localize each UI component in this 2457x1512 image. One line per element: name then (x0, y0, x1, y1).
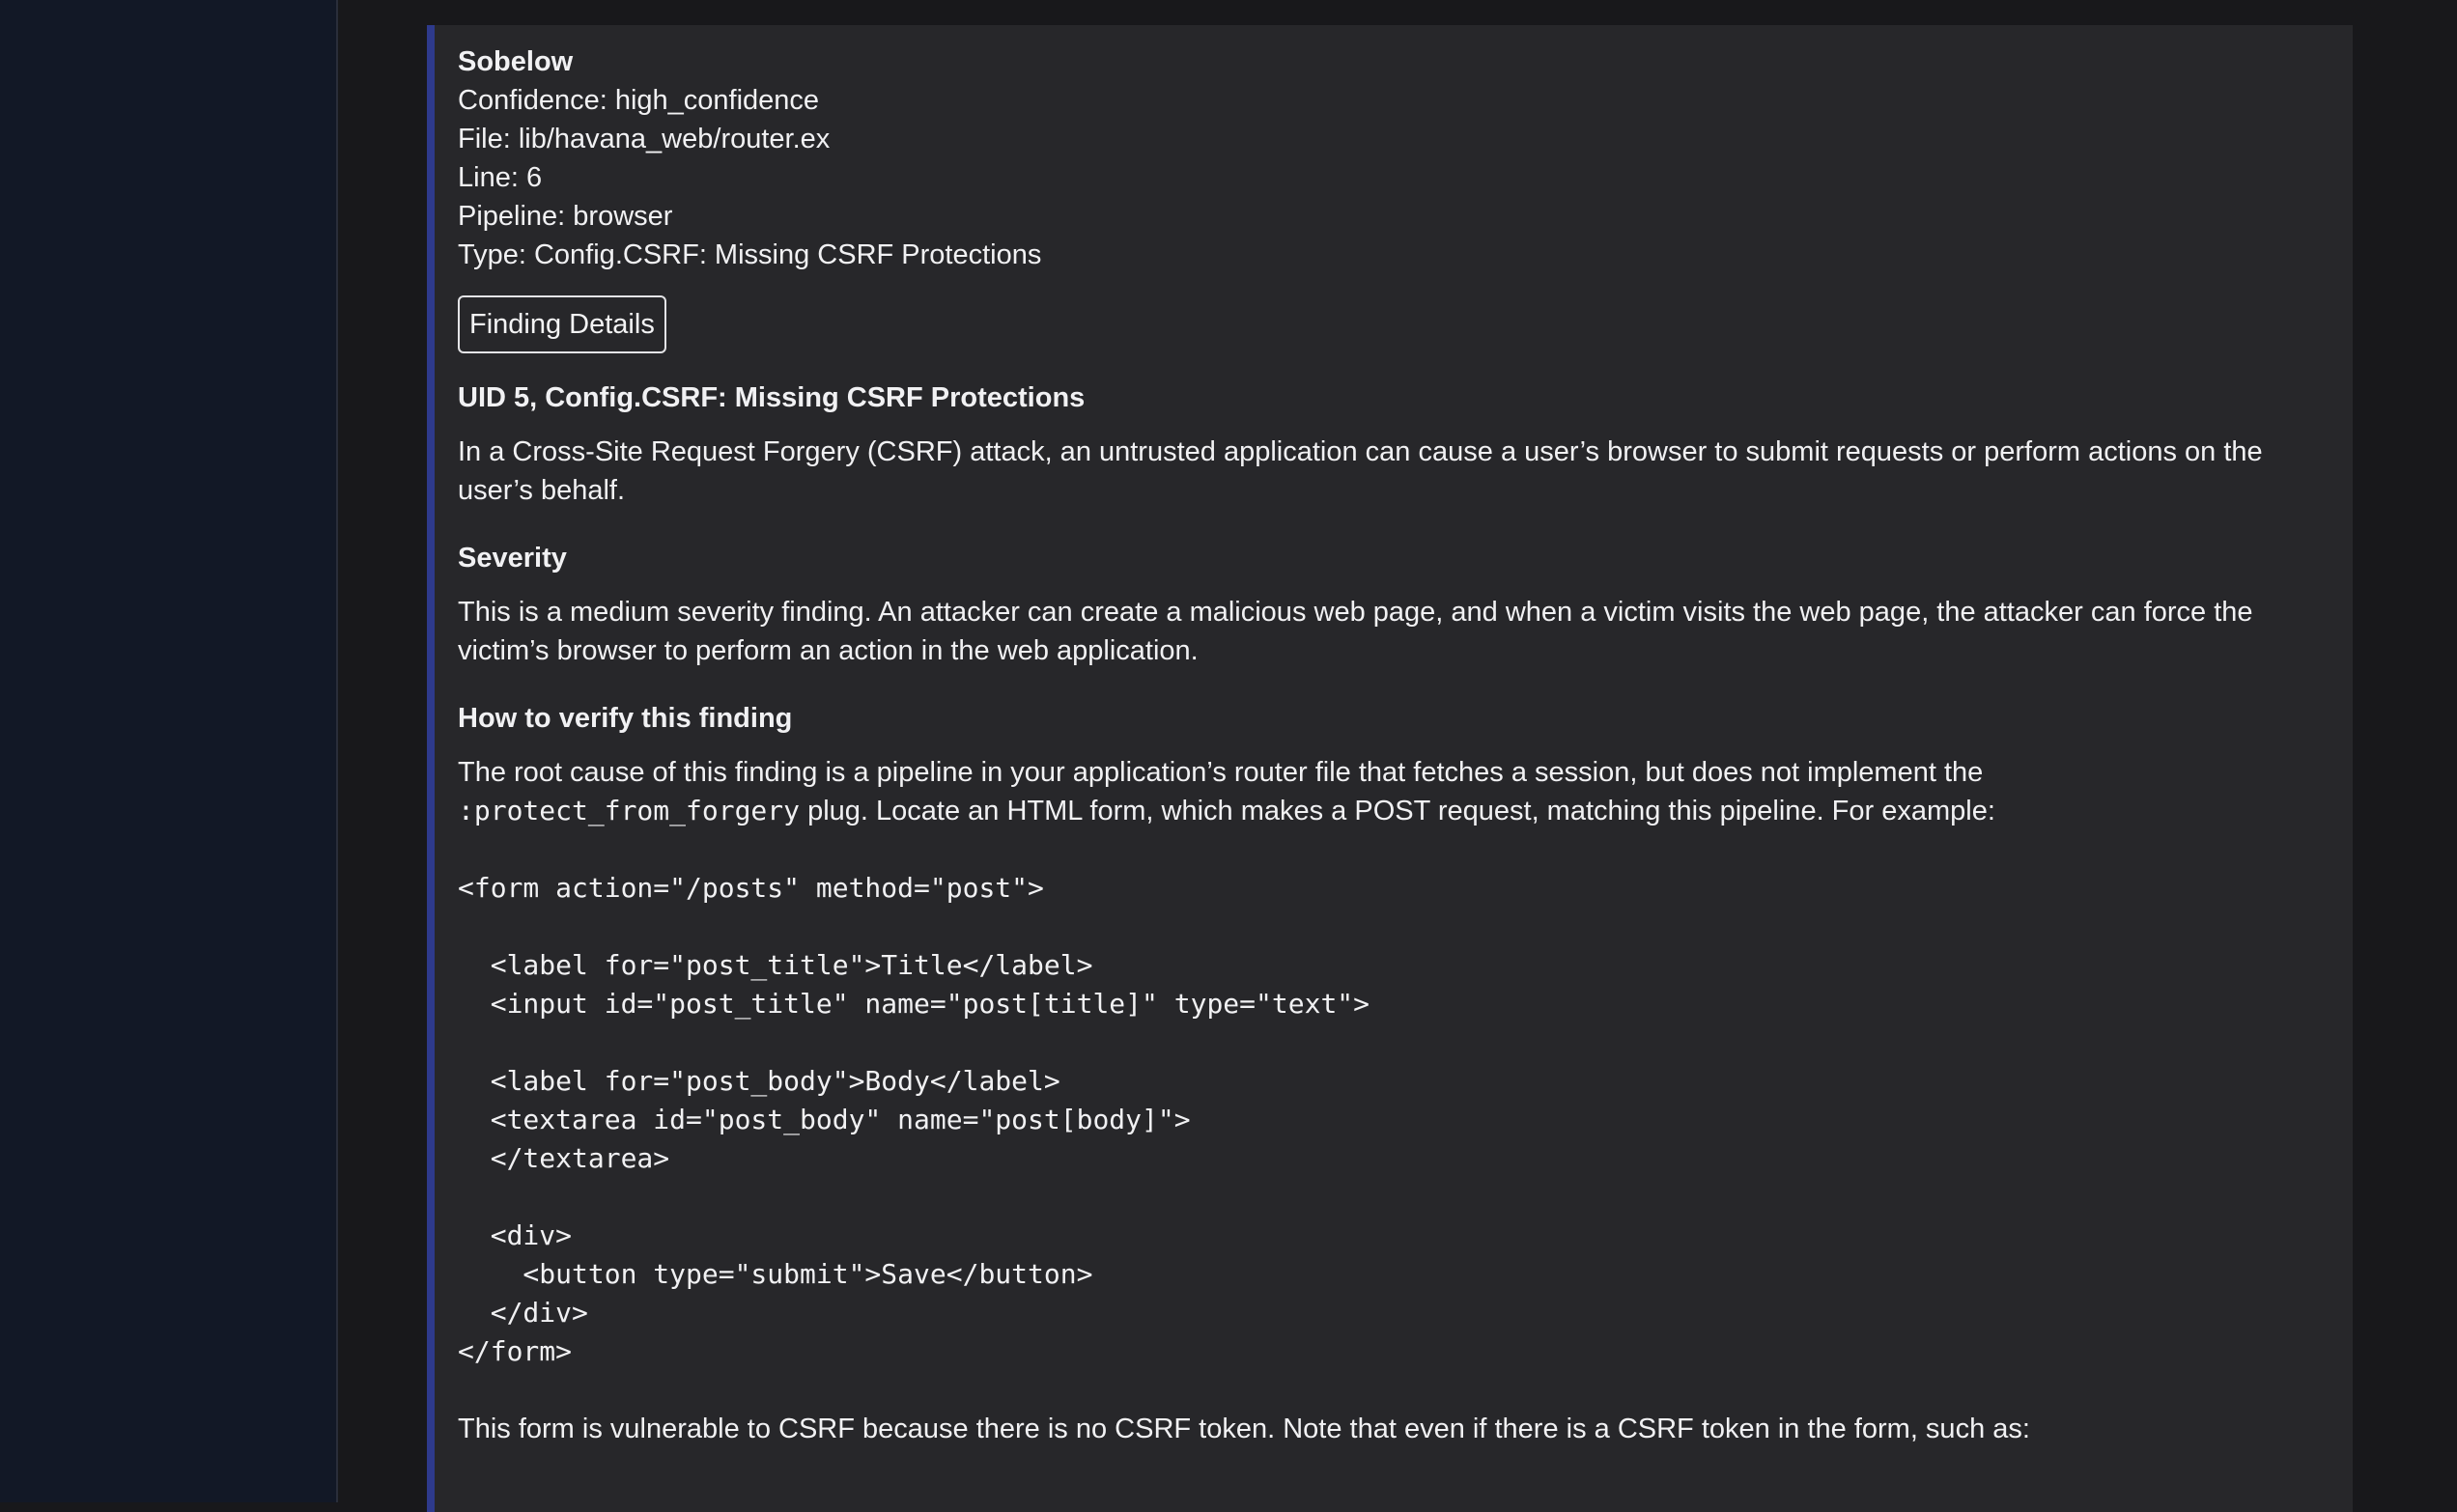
finding-confidence: Confidence: high_confidence (458, 85, 820, 116)
details-intro: In a Cross-Site Request Forgery (CSRF) attack, an untrusted application can cause a user’s browser to submit requests or perform actions on the user’s behalf. (458, 436, 2263, 506)
verify-text-after: plug. Locate an HTML form, which makes a POST request, matching this pipeline. For example: (800, 796, 1995, 826)
verify-heading: How to verify this finding (458, 703, 793, 734)
sidebar (0, 0, 338, 1502)
verify-text-before: The root cause of this finding is a pipeline in your application’s router file that fetches a session, but does not implement the (458, 757, 1984, 788)
code-example: <form action="/posts" method="post"> <label for="post_title">Title</label> <input id="post_title" name="post[title]" type="text"> <label for="post_body">Body</label> <textarea id="post_body" name="post[body]"> </textarea> <div> <button type="submit">Save</button> </div> </form> (458, 872, 1370, 1367)
finding-file: File: lib/havana_web/router.ex (458, 124, 831, 154)
closing-text: This form is vulnerable to CSRF because there is no CSRF token. Note that even if there is a CSRF token in the form, such as: (458, 1414, 2030, 1444)
finding-line: Line: 6 (458, 162, 543, 193)
finding-tool-name: Sobelow (458, 46, 574, 77)
details-uid-heading: UID 5, Config.CSRF: Missing CSRF Protections (458, 382, 1086, 413)
finding-details-button[interactable]: Finding Details (458, 295, 666, 353)
finding-pipeline: Pipeline: browser (458, 201, 673, 232)
finding-card (427, 25, 2353, 1512)
verify-text (458, 753, 2331, 830)
verify-inline-code: :protect_from_forgery (458, 795, 801, 826)
main-content (338, 0, 2457, 1502)
severity-heading: Severity (458, 543, 567, 574)
finding-type: Type: Config.CSRF: Missing CSRF Protections (458, 239, 1042, 270)
severity-text: This is a medium severity finding. An attacker can create a malicious web page, and when a victim visits the web page, the attacker can force the victim’s browser to perform an action in the web application. (458, 597, 2253, 666)
